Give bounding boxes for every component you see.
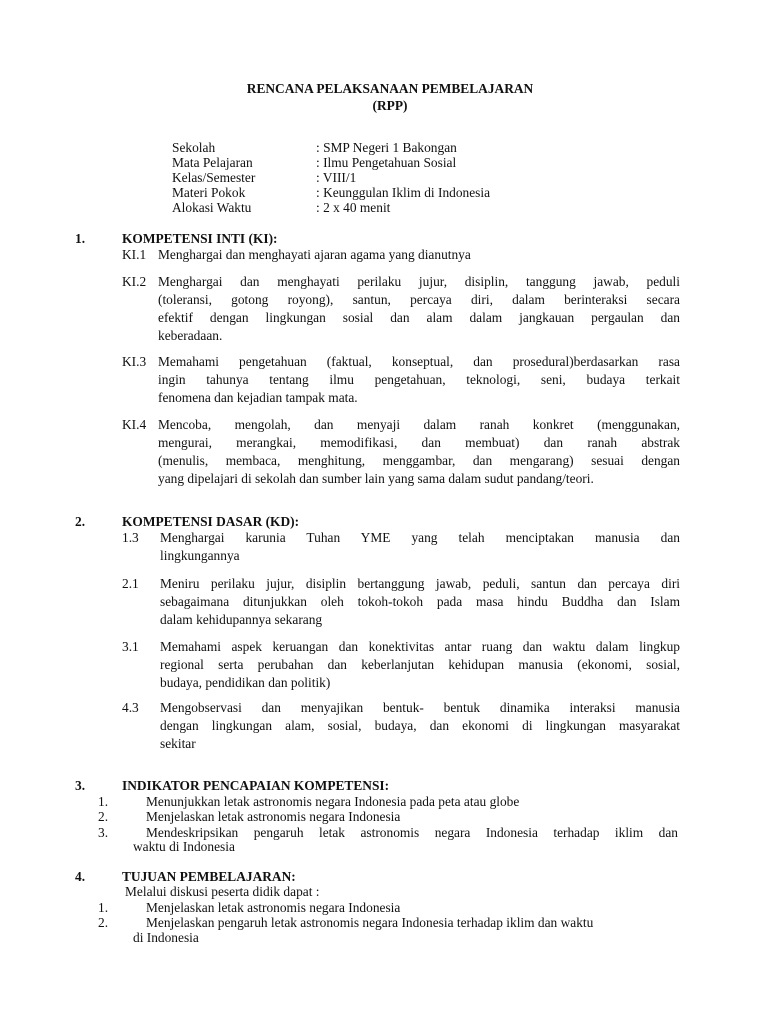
list-number: 2.: [98, 915, 109, 930]
section-number: 1.: [75, 231, 86, 246]
section-heading: KOMPETENSI DASAR (KD):: [122, 514, 300, 529]
section-heading: INDIKATOR PENCAPAIAN KOMPETENSI:: [122, 778, 390, 793]
list-number: 2.: [98, 809, 109, 824]
identity-label: Mata Pelajaran: [172, 155, 253, 170]
ki-text-line: Menghargai dan menghayati perilaku jujur, disiplin, tanggung jawab, peduli: [158, 274, 680, 289]
ki-text-line: yang dipelajari di sekolah dan sumber lain yang sama dalam sudut pandang/teori.: [158, 471, 594, 486]
identity-value: : Keunggulan Iklim di Indonesia: [316, 185, 491, 200]
section-heading: KOMPETENSI INTI (KI):: [122, 231, 278, 246]
list-number: 3.: [98, 825, 109, 840]
kd-text-line: Memahami aspek keruangan dan konektivitas antar ruang dan waktu dalam lingkup: [160, 639, 680, 654]
document-subtitle: (RPP): [372, 98, 408, 113]
document-title: RENCANA PELAKSANAAN PEMBELAJARAN: [246, 81, 534, 96]
ki-text-line: Menghargai dan menghayati ajaran agama yang dianutnya: [158, 247, 471, 262]
kd-text-line: budaya, pendidikan dan politik): [160, 675, 331, 690]
list-item-text: Menjelaskan letak astronomis negara Indonesia: [146, 809, 401, 824]
ki-text-line: ingin tahunya tentang ilmu pengetahuan, teknologi, seni, budaya terkait: [158, 372, 680, 387]
ki-text-line: (menulis, membaca, menghitung, menggambar, dan mengarang) sesuai dengan: [158, 453, 680, 468]
ki-text-line: (toleransi, gotong royong), santun, percaya diri, dalam berinteraksi secara: [158, 292, 680, 307]
section-heading: TUJUAN PEMBELAJARAN:: [122, 869, 296, 884]
ki-code: KI.3: [122, 354, 147, 369]
identity-value: : VIII/1: [316, 170, 357, 185]
list-item-text: Menjelaskan pengaruh letak astronomis negara Indonesia terhadap iklim dan waktu: [146, 915, 594, 930]
section-intro: Melalui diskusi peserta didik dapat :: [125, 884, 320, 899]
identity-value: : Ilmu Pengetahuan Sosial: [316, 155, 457, 170]
list-number: 1.: [98, 794, 109, 809]
kd-text-line: sekitar: [160, 736, 196, 751]
ki-text-line: fenomena dan kejadian tampak mata.: [158, 390, 358, 405]
list-item-text: Mendeskripsikan pengaruh letak astronomis negara Indonesia terhadap iklim dan: [146, 825, 678, 840]
identity-label: Sekolah: [172, 140, 216, 155]
ki-text-line: efektif dengan lingkungan sosial dan alam dalam jangkauan pergaulan dan: [158, 310, 680, 325]
kd-text-line: dengan lingkungan alam, sosial, budaya, dan ekonomi di lingkungan masyarakat: [160, 718, 680, 733]
kd-text-line: sebagaimana ditunjukkan oleh tokoh-tokoh pada masa hindu Buddha dan Islam: [160, 594, 680, 609]
identity-label: Materi Pokok: [172, 185, 246, 200]
ki-code: KI.2: [122, 274, 147, 289]
list-item-text: di Indonesia: [133, 930, 199, 945]
ki-text-line: Mencoba, mengolah, dan menyaji dalam ranah konkret (menggunakan,: [158, 417, 680, 432]
list-item-text: waktu di Indonesia: [133, 839, 235, 854]
kd-text-line: lingkungannya: [160, 548, 240, 563]
list-item-text: Menunjukkan letak astronomis negara Indonesia pada peta atau globe: [146, 794, 520, 809]
section-number: 3.: [75, 778, 86, 793]
kd-text-line: Mengobservasi dan menyajikan bentuk- bentuk dinamika interaksi manusia: [160, 700, 680, 715]
ki-code: KI.1: [122, 247, 147, 262]
ki-text-line: mengurai, merangkai, memodifikasi, dan membuat) dan ranah abstrak: [158, 435, 680, 450]
kd-code: 4.3: [122, 700, 139, 715]
kd-code: 2.1: [122, 576, 139, 591]
identity-label: Alokasi Waktu: [172, 200, 252, 215]
list-number: 1.: [98, 900, 109, 915]
kd-code: 1.3: [122, 530, 139, 545]
list-item-text: Menjelaskan letak astronomis negara Indonesia: [146, 900, 401, 915]
section-number: 2.: [75, 514, 86, 529]
kd-text-line: Meniru perilaku jujur, disiplin bertanggung jawab, peduli, santun dan percaya diri: [160, 576, 680, 591]
ki-text-line: Memahami pengetahuan (faktual, konseptual, dan prosedural)berdasarkan rasa: [158, 354, 680, 369]
identity-value: : 2 x 40 menit: [316, 200, 391, 215]
kd-text-line: Menghargai karunia Tuhan YME yang telah menciptakan manusia dan: [160, 530, 680, 545]
identity-label: Kelas/Semester: [172, 170, 256, 185]
identity-value: : SMP Negeri 1 Bakongan: [316, 140, 457, 155]
ki-text-line: keberadaan.: [158, 328, 223, 343]
section-number: 4.: [75, 869, 86, 884]
ki-code: KI.4: [122, 417, 147, 432]
kd-code: 3.1: [122, 639, 139, 654]
kd-text-line: dalam kehidupannya sekarang: [160, 612, 323, 627]
kd-text-line: regional serta perubahan dan keberlanjutan kehidupan manusia (ekonomi, sosial,: [160, 657, 680, 672]
